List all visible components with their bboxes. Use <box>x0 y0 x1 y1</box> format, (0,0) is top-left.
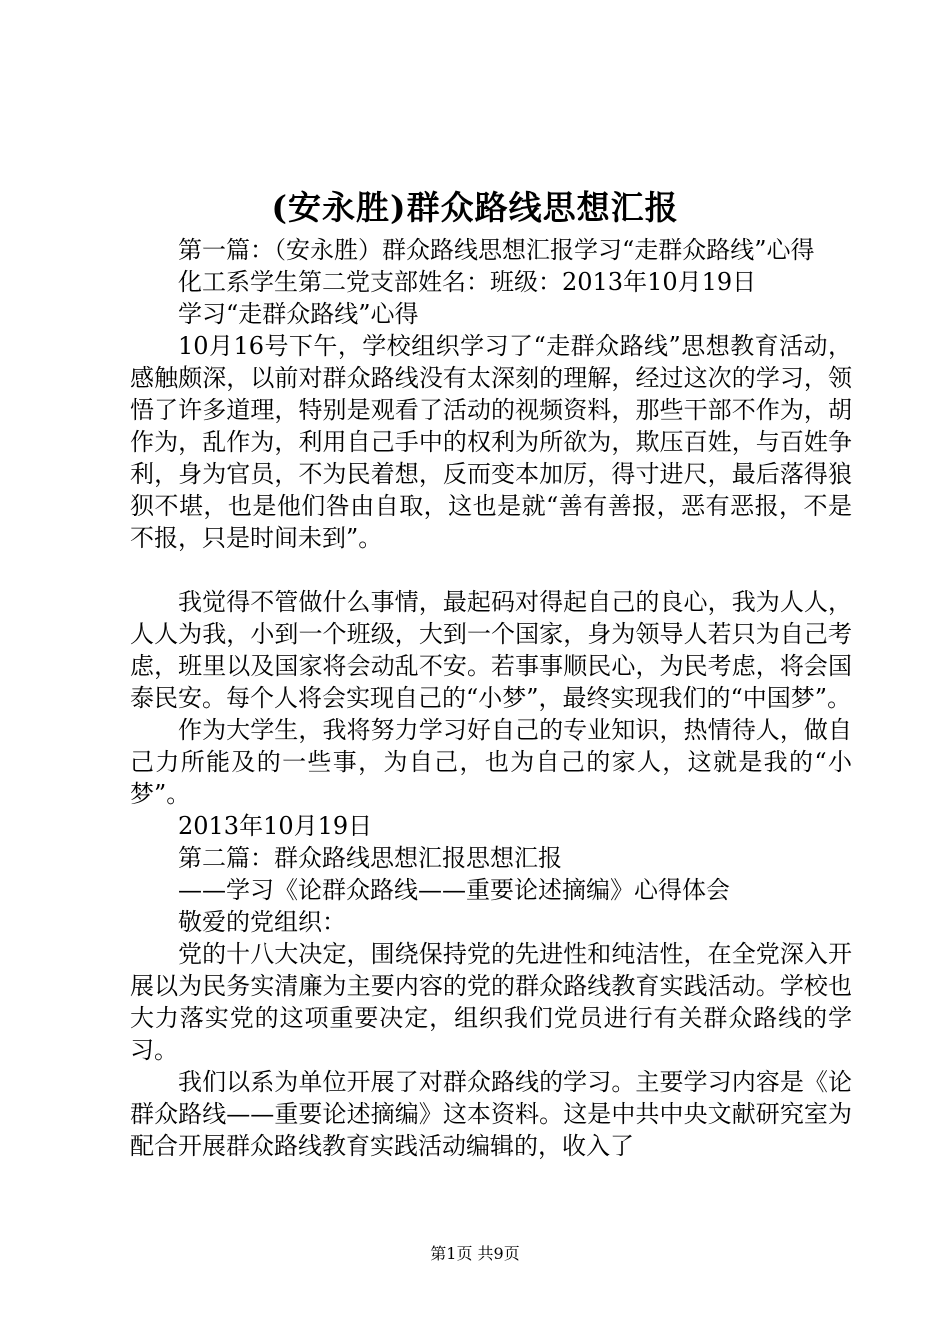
paragraph-12: 我们以系为单位开展了对群众路线的学习。主要学习内容是《论群众路线——重要论述摘编》这本资料。这是中共中央文献研究室为配合开展群众路线教育实践活动编辑的，收入了 <box>130 1068 852 1160</box>
paragraph-7: 2013年10月19日 <box>178 812 373 840</box>
paragraph-6: 作为大学生，我将努力学习好自己的专业知识，热情待人，做自己力所能及的一些事，为自己，也为自己的家人，这就是我的“小梦”。 <box>130 716 852 808</box>
paragraph-9: ——学习《论群众路线——重要论述摘编》心得体会 <box>178 876 730 904</box>
page-footer: 第1页 共9页 <box>430 1244 520 1263</box>
paragraph-2: 化工系学生第二党支部姓名：班级：2013年10月19日 <box>178 268 757 296</box>
paragraph-11: 党的十八大决定，围绕保持党的先进性和纯洁性，在全党深入开展以为民务实清廉为主要内容的党的群众路线教育实践活动。学校也大力落实党的这项重要决定，组织我们党员进行有关群众路线的学习。 <box>130 940 852 1064</box>
paragraph-5: 我觉得不管做什么事情，最起码对得起自己的良心，我为人人，人人为我，小到一个班级，大到一个国家，身为领导人若只为自己考虑，班里以及国家将会动乱不安。若事事顺民心，为民考虑，将会国泰民安。每个人将会实现自己的“小梦”，最终实现我们的“中国梦”。 <box>130 588 852 712</box>
paragraph-8: 第二篇：群众路线思想汇报思想汇报 <box>178 844 562 872</box>
paragraph-spacer <box>130 554 852 586</box>
paragraph-10: 敬爱的党组织： <box>178 908 346 936</box>
paragraph-3: 学习“走群众路线”心得 <box>178 300 419 328</box>
document-body <box>130 234 852 1162</box>
paragraph-4: 10月16号下午，学校组织学习了“走群众路线”思想教育活动，感触颇深，以前对群众路线没有太深刻的理解，经过这次的学习，领悟了许多道理，特别是观看了活动的视频资料，那些干部不作为，胡作为，乱作为，利用自己手中的权利为所欲为，欺压百姓，与百姓争利，身为官员，不为民着想，反而变本加厉，得寸进尺，最后落得狼狈不堪，也是他们咎由自取，这也是就“善有善报，恶有恶报，不是不报，只是时间未到”。 <box>130 332 852 552</box>
document-title: (安永胜)群众路线思想汇报 <box>271 188 679 227</box>
paragraph-1: 第一篇：（安永胜）群众路线思想汇报学习“走群众路线”心得 <box>178 236 815 264</box>
